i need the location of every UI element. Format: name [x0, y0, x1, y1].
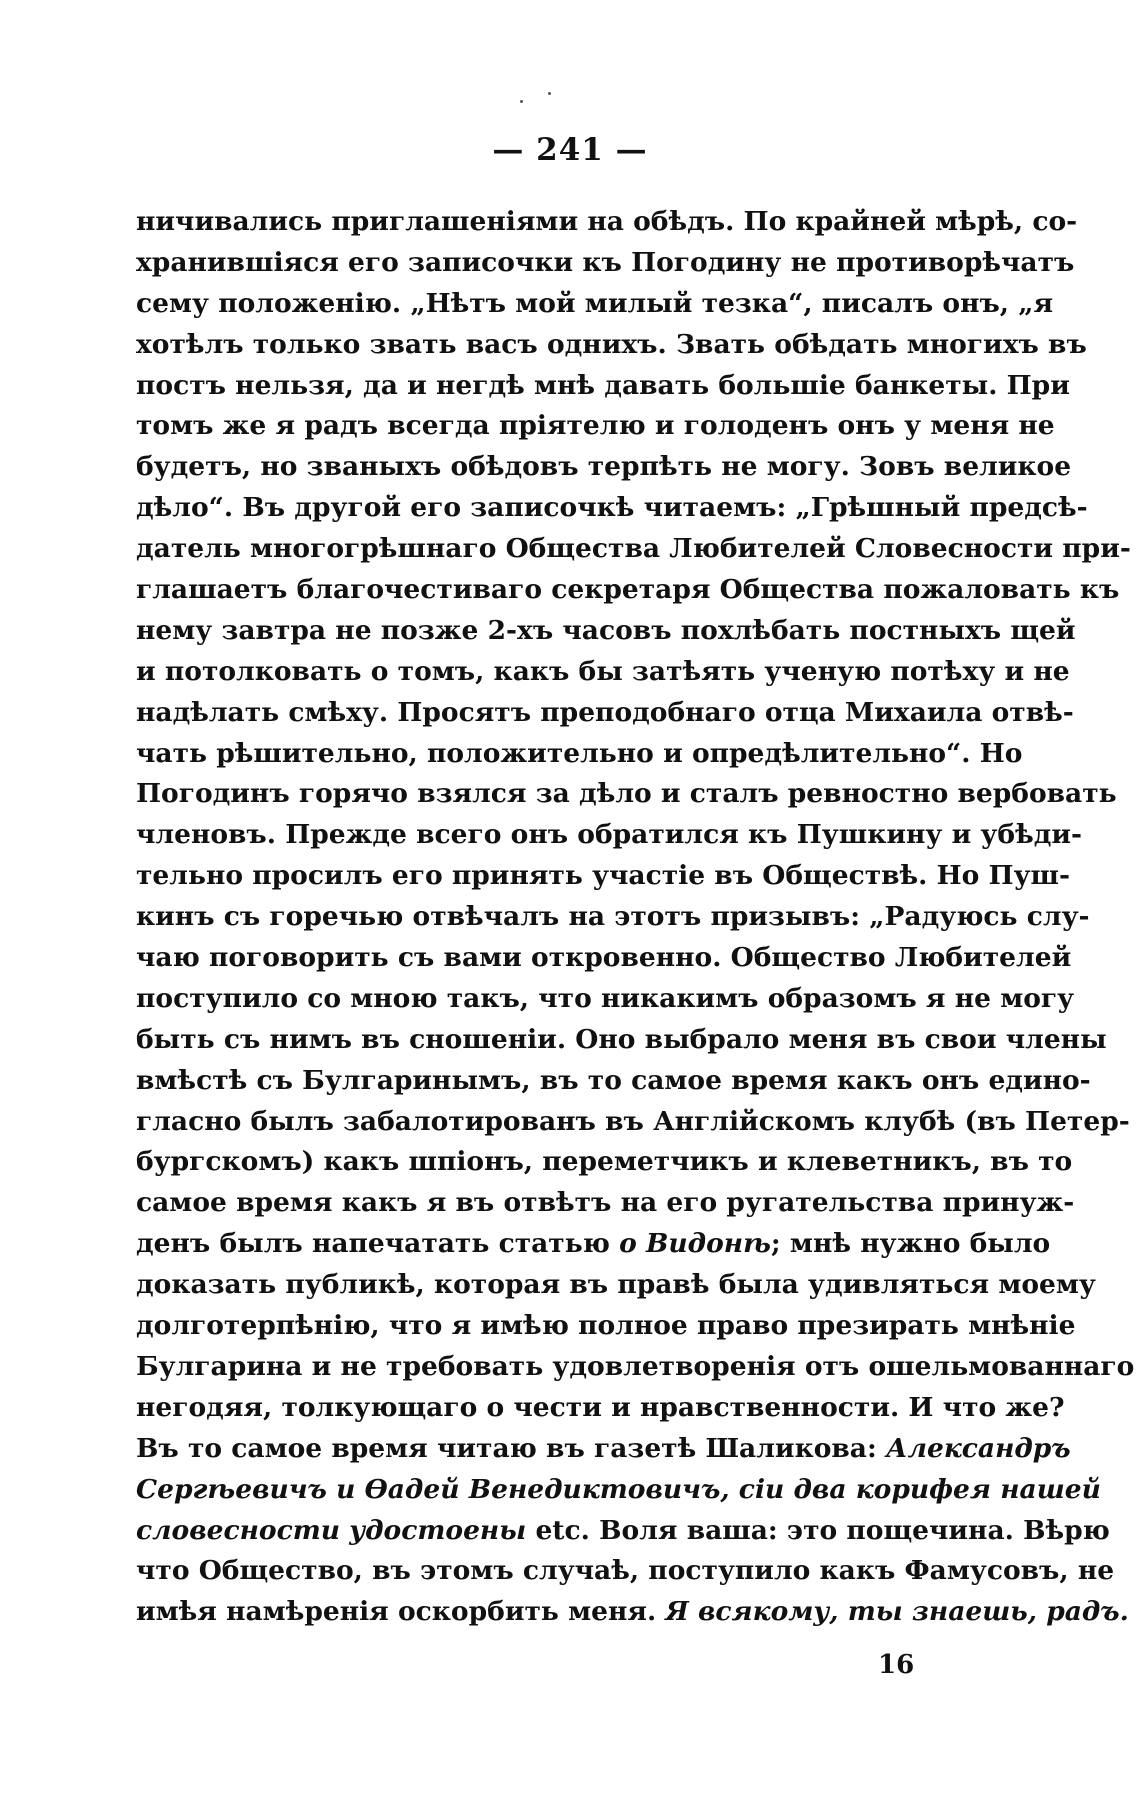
text-segment: дѣло“. Въ другой его записочкѣ читаемъ: „Грѣшный предсѣ- [136, 492, 1088, 524]
text-segment: ничивались приглашеніями на обѣдъ. По крайней мѣрѣ, со- [136, 206, 1078, 237]
text-line [136, 1020, 1107, 1061]
text-line [136, 243, 1075, 284]
text-line [136, 570, 1120, 611]
italic-segment: о Видонѣ [619, 1228, 771, 1260]
text-segment: что Общество, въ этомъ случаѣ, поступило какъ Фамусовъ, не [136, 1555, 1115, 1587]
text-line [136, 1470, 1101, 1511]
text-segment: постъ нельзя, да и негдѣ мнѣ давать большіе банкеты. При [136, 369, 1070, 401]
scan-speck [548, 92, 551, 95]
text-segment: негодяя, толкующаго о чести и нравственности. И что же? [136, 1391, 1065, 1423]
text-segment: кинъ съ горечью отвѣчалъ на этотъ призывъ: „Радуюсь слу- [136, 901, 1090, 933]
text-line [136, 1306, 1076, 1347]
italic-segment: словесности удостоены [136, 1514, 527, 1546]
text-line [136, 1511, 1110, 1552]
text-segment: etc. Воля ваша: это пощечина. Вѣрю [526, 1514, 1110, 1546]
text-segment: тельно просилъ его принять участіе въ Обществѣ. Но Пуш- [136, 860, 1071, 892]
text-segment: поступило со мною такъ, что никакимъ образомъ я не могу [136, 982, 1075, 1014]
text-segment: хотѣлъ только звать васъ однихъ. Звать обѣдать многихъ въ [136, 328, 1087, 360]
text-line [136, 856, 1071, 897]
text-line [136, 1142, 1073, 1183]
italic-segment: Александръ [885, 1432, 1071, 1464]
text-segment: самое время какъ я въ отвѣтъ на его ругательства принуж- [136, 1187, 1075, 1219]
text-segment: сему положенію. „Нѣтъ мой милый тезка“, писалъ онъ, „я [136, 287, 1054, 319]
text-line [136, 1183, 1075, 1224]
text-segment: чать рѣшительно, положительно и опредѣлительно“. Но [136, 737, 1023, 769]
text-segment: Погодинъ горячо взялся за дѣло и сталъ ревностно вербовать [136, 778, 1117, 810]
text-line [136, 1224, 1051, 1265]
text-segment: и потолковать о томъ, какъ бы затѣять ученую потѣху и не [136, 655, 1070, 687]
text-segment: датель многогрѣшнаго Общества Любителей Словесности при- [136, 533, 1131, 565]
text-line [136, 1592, 1129, 1633]
text-segment: быть съ нимъ въ сношеніи. Оно выбрало меня въ свои члены [136, 1023, 1107, 1055]
text-segment: бургскомъ) какъ шпіонъ, переметчикъ и клеветникъ, въ то [136, 1146, 1073, 1178]
text-line [136, 1429, 1071, 1470]
text-line [136, 611, 1076, 652]
text-line [136, 897, 1090, 938]
text-segment: имѣя намѣренія оскорбить меня. [136, 1596, 666, 1628]
text-segment: нему завтра не позже 2-хъ часовъ похлѣбать постныхъ щей [136, 614, 1076, 646]
text-line [136, 529, 1131, 570]
text-line [136, 979, 1075, 1020]
signature-mark: 16 [878, 1650, 915, 1680]
text-segment: томъ же я радъ всегда пріятелю и голоденъ онъ у меня не [136, 410, 1055, 442]
italic-segment: Я всякому, ты знаешь, радъ. [665, 1596, 1129, 1628]
text-line [136, 325, 1087, 366]
text-line [136, 652, 1070, 693]
italic-segment: Сергѣевичъ и Ѳадей Венедиктовичъ, сіи два корифея нашей [136, 1473, 1101, 1505]
text-line [136, 1347, 1135, 1388]
text-line [136, 366, 1070, 407]
text-segment: доказать публикѣ, которая въ правѣ была удивляться моему [136, 1269, 1096, 1301]
text-line [136, 815, 1083, 856]
text-segment: членовъ. Прежде всего онъ обратился къ Пушкину и убѣди- [136, 819, 1083, 851]
text-segment: Булгарина и не требовать удовлетворенія отъ ошельмованнаго [136, 1350, 1135, 1382]
page-number-header: — 241 — [492, 132, 648, 168]
text-segment: будетъ, но званыхъ обѣдовъ терпѣть не могу. Зовъ великое [136, 451, 1072, 483]
body-text [136, 202, 1135, 1633]
text-segment: ; мнѣ нужно было [770, 1228, 1051, 1260]
text-segment: Въ то самое время читаю въ газетѣ Шаликова: [136, 1432, 886, 1464]
text-line [136, 406, 1055, 447]
text-segment: хранившіяся его записочки къ Погодину не противорѣчатъ [136, 246, 1075, 278]
text-line [136, 447, 1072, 488]
text-line [136, 1061, 1091, 1102]
text-line [136, 693, 1074, 734]
text-segment: гласно былъ забалотированъ въ Англійскомъ клубѣ (въ Петер- [136, 1105, 1130, 1137]
text-segment: чаю поговорить съ вами откровенно. Общество Любителей [136, 942, 1072, 974]
text-line [136, 1265, 1096, 1306]
text-line [136, 774, 1117, 815]
text-segment: вмѣстѣ съ Булгаринымъ, въ то самое время какъ онъ едино- [136, 1064, 1091, 1096]
text-segment: надѣлать смѣху. Просятъ преподобнаго отца Михаила отвѣ- [136, 696, 1074, 728]
text-line [136, 202, 1078, 243]
text-segment: долготерпѣнію, что я имѣю полное право презирать мнѣніе [136, 1310, 1076, 1342]
text-line [136, 734, 1023, 775]
scan-speck [520, 100, 523, 103]
text-line [136, 938, 1072, 979]
text-segment: денъ былъ напечатать статью [136, 1228, 620, 1260]
text-line [136, 488, 1088, 529]
text-segment: глашаетъ благочестиваго секретаря Общества пожаловать къ [136, 574, 1120, 606]
text-line [136, 1102, 1130, 1143]
text-line [136, 284, 1054, 325]
text-line [136, 1388, 1065, 1429]
text-line [136, 1551, 1115, 1592]
